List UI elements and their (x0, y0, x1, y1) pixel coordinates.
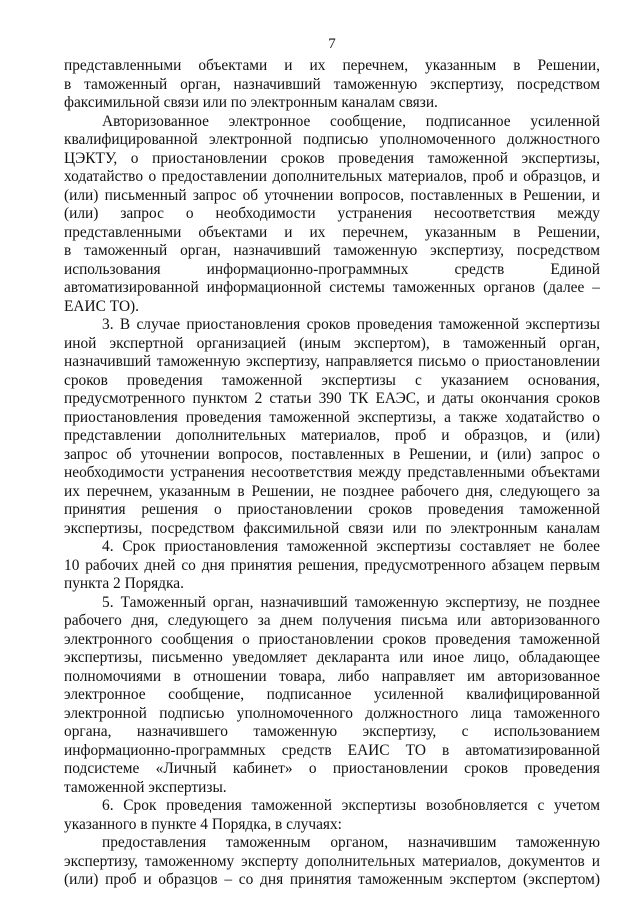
text-line: Авторизованное электронное сообщение, подписанное усиленной (102, 112, 600, 130)
text-line: указанного в пункте 4 Порядка, в случаях: (64, 815, 342, 833)
text-line: экспертизу, таможенному эксперту дополнительных материалов, документов и (64, 852, 600, 870)
text-line: необходимости устранения несоответствия между представленными объектами (64, 464, 600, 481)
text-line: (или) письменный запрос об уточнении вопросов, поставленных в Решении, и (64, 186, 600, 204)
text-line: запрос об уточнении вопросов, поставленных в Решении, и (или) запрос о (64, 445, 600, 463)
text-line: пункта 2 Порядка. (64, 575, 184, 592)
text-line: в таможенный орган, назначивший таможенную экспертизу, посредством (64, 242, 600, 259)
text-line: информационно-программных средств ЕАИС ТО в автоматизированной (64, 741, 600, 759)
text-line: в таможенный орган, назначивший таможенную экспертизу, посредством (64, 75, 600, 93)
text-line: иной экспертной организацией (иным экспертом), в таможенный орган, (64, 334, 600, 352)
document-body (64, 57, 600, 890)
text-line: назначивший таможенную экспертизу, направляется письмо о приостановлении (64, 353, 600, 370)
text-line: ЕАИС ТО). (64, 297, 140, 315)
text-line: квалифицированной электронной подписью уполномоченного должностного (64, 131, 600, 148)
text-line: предоставления таможенным органом, назначившим таможенную (102, 834, 600, 851)
text-line: их перечнем, указанным в Решении, не позднее рабочего дня, следующего за (64, 482, 600, 500)
text-line: 10 рабочих дней со дня принятия решения, предусмотренного абзацем первым (64, 556, 600, 574)
text-line: 5. Таможенный орган, назначивший таможенную экспертизу, не позднее (102, 593, 600, 611)
text-line: предусмотренного пунктом 2 статьи 390 ТК ЕАЭС, и даты окончания сроков (64, 390, 600, 407)
text-line: приостановления проведения таможенной экспертизы, а также ходатайство о (64, 408, 600, 426)
text-line: автоматизированной информационной системы таможенных органов (далее – (64, 279, 600, 296)
text-line: использования информационно-программных средств Единой (64, 260, 600, 278)
text-line: ЦЭКТУ, о приостановлении сроков проведения таможенной экспертизы, (64, 149, 600, 167)
text-line: электронного сообщения о приостановлении сроков проведения таможенной (64, 630, 600, 648)
text-line: 3. В случае приостановления сроков проведения таможенной экспертизы (102, 316, 600, 333)
text-line: экспертизы, письменно уведомляет декларанта или иное лицо, обладающее (64, 649, 600, 666)
text-line: подсистеме «Личный кабинет» о приостановлении сроков проведения (64, 760, 600, 777)
text-line: электронное сообщение, подписанное усиленной квалифицированной (64, 686, 600, 703)
text-line: (или) запрос о необходимости устранения несоответствия между (64, 205, 600, 222)
text-line: 6. Срок проведения таможенной экспертизы возобновляется с учетом (102, 797, 600, 814)
text-line: 4. Срок приостановления таможенной экспертизы составляет не более (102, 538, 600, 555)
text-line: электронной подписью уполномоченного должностного лица таможенного (64, 704, 600, 722)
text-line: (или) проб и образцов – со дня принятия таможенным экспертом (экспертом) (64, 871, 600, 888)
text-line: сроков проведения таможенной экспертизы с указанием основания, (64, 371, 600, 389)
text-line: органа, назначившего таможенную экспертизу, с использованием (64, 723, 600, 740)
text-line: полномочиями в отношении товара, либо направляет им авторизованное (64, 667, 600, 685)
text-line: принятия решения о приостановлении сроков проведения таможенной (64, 501, 600, 518)
text-line: факсимильной связи или по электронным каналам связи. (64, 94, 438, 111)
text-line: рабочего дня, следующего за днем получения письма или авторизованного (64, 612, 600, 629)
page-number: 7 (328, 36, 336, 52)
text-line: представленными объектами и их перечнем, указанным в Решении, (64, 57, 600, 74)
text-line: экспертизы, посредством факсимильной связи или по электронным каналам (64, 519, 600, 537)
text-line: представленными объектами и их перечнем, указанным в Решении, (64, 223, 600, 241)
text-line: таможенной экспертизы. (64, 778, 227, 796)
text-line: ходатайство о предоставлении дополнительных материалов, проб и образцов, и (64, 168, 600, 185)
text-line: представлении дополнительных материалов, проб и образцов, и (или) (64, 427, 600, 444)
